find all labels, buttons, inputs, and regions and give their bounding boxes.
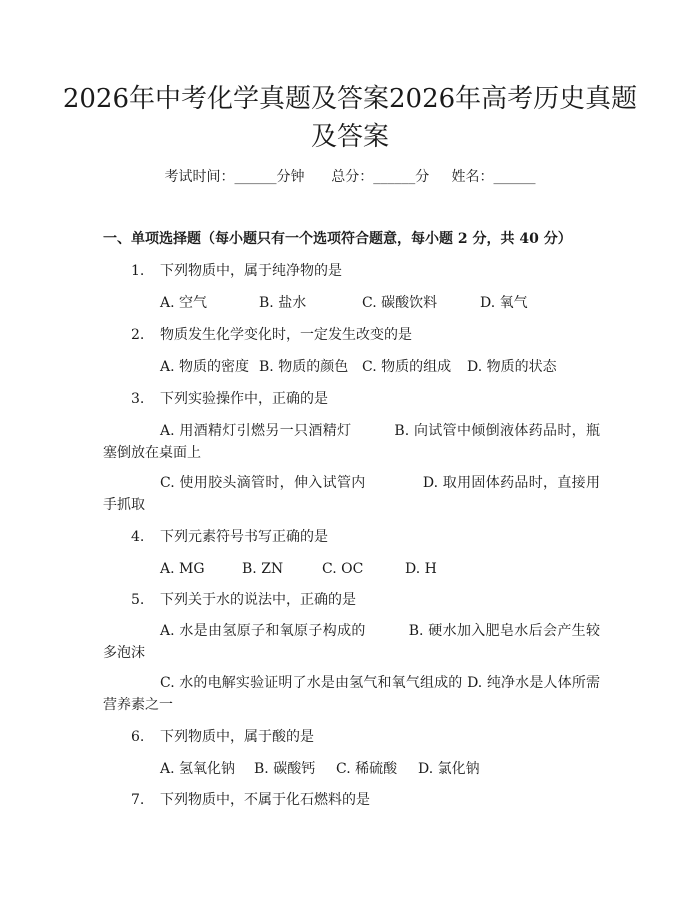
option-group: A. 用酒精灯引燃另一只酒精灯 B. 向试管中倾倒液体药品时，瓶塞倒放在桌面上 — [103, 423, 600, 461]
option: C. OC — [322, 561, 364, 577]
page-title: 2026年中考化学真题及答案2026年高考历史真题及答案 — [62, 84, 638, 152]
question-stem: 下列物质中，不属于化石燃料的是 — [160, 792, 370, 808]
question-stem: 下列物质中，属于酸的是 — [160, 729, 314, 745]
option: A. 氢氧化钠 — [160, 761, 236, 777]
option-group: A. 水是由氢原子和氧原子构成的 B. 硬水加入肥皂水后会产生较多泡沫 — [103, 623, 600, 661]
name-label: 姓名： — [451, 169, 494, 185]
name-blank: ______ — [493, 169, 536, 185]
option: A. MG — [160, 561, 205, 577]
option: D. 物质的状态 — [467, 359, 557, 375]
option: B. 盐水 — [259, 295, 307, 311]
question-stem: 物质发生化学变化时，一定发生改变的是 — [160, 327, 412, 343]
option-group: C. 水的电解实验证明了水是由氢气和氧气组成的 D. 纯净水是人体所需营养素之一 — [103, 675, 600, 713]
question-number: 4. — [131, 529, 145, 545]
time-unit: 分钟 — [276, 169, 305, 185]
option: C. 碳酸饮料 — [362, 295, 438, 311]
option: B. ZN — [242, 561, 284, 577]
option: A. 空气 — [160, 295, 208, 311]
option: A. 物质的密度 — [160, 359, 250, 375]
question-stem: 下列关于水的说法中，正确的是 — [160, 592, 356, 608]
option: D. 氧气 — [480, 295, 528, 311]
time-blank: ______ — [234, 169, 277, 185]
option: C. 物质的组成 — [362, 359, 452, 375]
score-unit: 分 — [415, 169, 430, 185]
time-label: 考试时间： — [164, 169, 235, 185]
question-number: 6. — [131, 729, 145, 745]
score-label: 总分： — [331, 169, 374, 185]
question-number: 3. — [131, 391, 145, 407]
option: B. 碳酸钙 — [254, 761, 316, 777]
option-group: C. 使用胶头滴管时，伸入试管内 D. 取用固体药品时，直接用手抓取 — [103, 475, 600, 513]
question-number: 7. — [131, 792, 145, 808]
question-stem: 下列实验操作中，正确的是 — [160, 391, 328, 407]
option: D. 氯化钠 — [418, 761, 480, 777]
option: D. H — [405, 561, 437, 577]
section-heading: 一、单项选择题（每小题只有一个选项符合题意，每小题 2 分，共 40 分） — [103, 231, 572, 247]
question-stem: 下列元素符号书写正确的是 — [160, 529, 328, 545]
question-number: 2. — [131, 327, 145, 343]
option: C. 稀硫酸 — [336, 761, 398, 777]
question-stem: 下列物质中，属于纯净物的是 — [160, 263, 342, 279]
question-number: 1. — [131, 263, 145, 279]
question-number: 5. — [131, 592, 145, 608]
exam-meta — [0, 166, 700, 186]
score-blank: ______ — [373, 169, 416, 185]
option: B. 物质的颜色 — [259, 359, 349, 375]
